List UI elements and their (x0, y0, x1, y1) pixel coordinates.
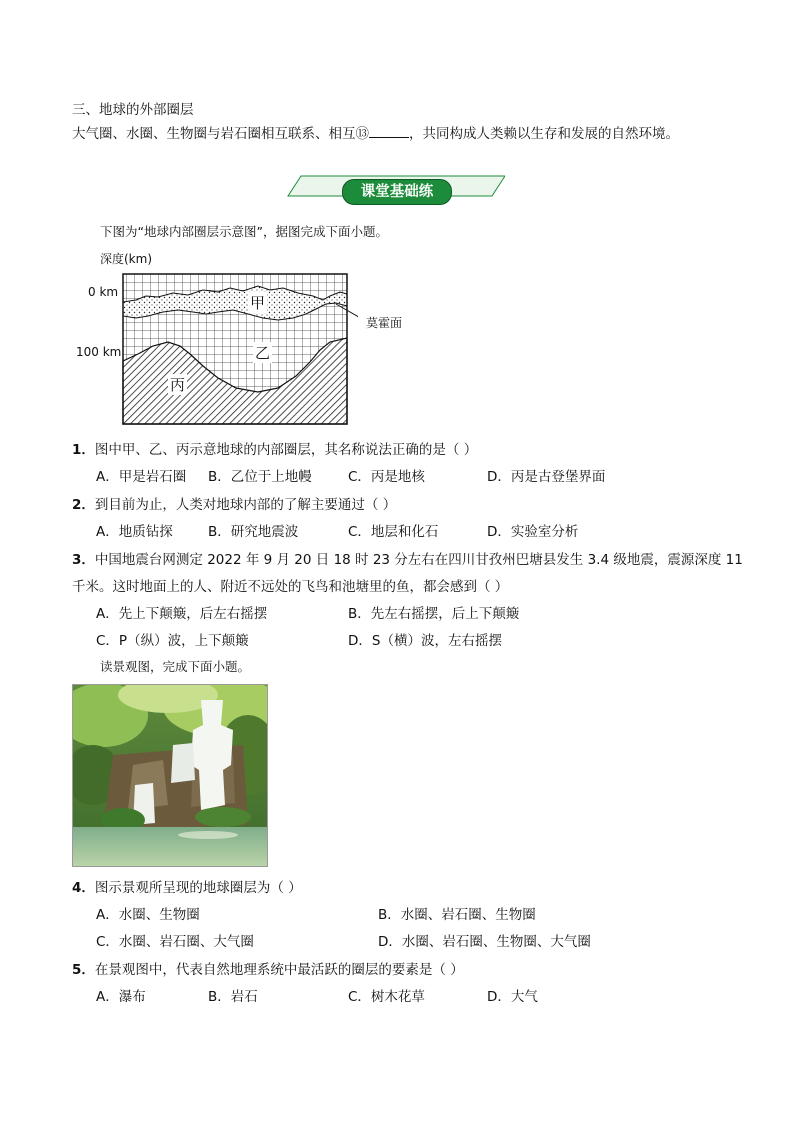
section-heading: 三、地球的外部圈层 (72, 102, 194, 118)
tick-100km: 100 km (76, 345, 122, 359)
q5-option-d[interactable]: D．大气 (487, 989, 538, 1005)
q5-option-b[interactable]: B．岩石 (208, 989, 258, 1005)
label-yi: 乙 (255, 344, 271, 362)
y-axis-title: 深度(km) (100, 252, 153, 266)
question-5-stem: 5．在景观图中，代表自然地理系统中最活跃的圈层的要素是（ ） (72, 962, 464, 978)
q1-option-d[interactable]: D．丙是古登堡界面 (487, 469, 606, 485)
q1-option-c[interactable]: C．丙是地核 (348, 469, 425, 485)
q1-option-b[interactable]: B．乙位于上地幔 (208, 469, 312, 485)
question-1-stem: 1．图中甲、乙、丙示意地球的内部圈层，其名称说法正确的是（ ） (72, 442, 478, 458)
label-bing: 丙 (170, 376, 186, 394)
tick-0km: 0 km (88, 285, 119, 299)
intro-text-2: 读景观图，完成下面小题。 (100, 659, 251, 674)
q3-option-d[interactable]: D．S（横）波，左右摇摆 (348, 633, 502, 649)
question-4-stem: 4．图示景观所呈现的地球圈层为（ ） (72, 880, 302, 896)
intro-text-1: 下图为“地球内部圈层示意图”，据图完成下面小题。 (100, 224, 388, 239)
q4-option-b[interactable]: B．水圈、岩石圈、生物圈 (378, 907, 536, 923)
section-text-before: 大气圈、水圈、生物圈与岩石圈相互联系、相互⑬ (72, 126, 369, 142)
banner-label: 课堂基础练 (342, 179, 452, 205)
question-2-stem: 2．到目前为止，人类对地球内部的了解主要通过（ ） (72, 497, 397, 513)
section-text (72, 122, 679, 142)
question-3-stem-line1: 3．中国地震台网测定 2022 年 9 月 20 日 18 时 23 分左右在四川甘孜州巴塘县发生 3.4 级地震，震源深度 11 (72, 552, 743, 568)
q2-option-d[interactable]: D．实验室分析 (487, 524, 579, 540)
waterfall-landscape-photo (72, 684, 268, 867)
q2-option-a[interactable]: A．地质钻探 (96, 524, 173, 540)
q5-option-a[interactable]: A．瀑布 (96, 989, 146, 1005)
section-banner (287, 172, 505, 206)
q3-option-c[interactable]: C．P（纵）波，上下颠簸 (96, 633, 249, 649)
q1-option-a[interactable]: A．甲是岩石圈 (96, 469, 187, 485)
answer-blank[interactable] (369, 123, 409, 138)
q4-option-c[interactable]: C．水圈、岩石圈、大气圈 (96, 934, 254, 950)
q3-option-b[interactable]: B．先左右摇摆，后上下颠簸 (348, 606, 520, 622)
q2-option-b[interactable]: B．研究地震波 (208, 524, 299, 540)
question-3-stem-line2: 千米。这时地面上的人、附近不远处的飞鸟和池塘里的鱼，都会感到（ ） (72, 579, 509, 595)
moho-label: 莫霍面 (366, 316, 403, 330)
q5-option-c[interactable]: C．树木花草 (348, 989, 425, 1005)
q3-option-a[interactable]: A．先上下颠簸，后左右摇摆 (96, 606, 268, 622)
earth-layers-diagram (118, 266, 358, 428)
label-jia: 甲 (250, 294, 266, 312)
section-text-after: ，共同构成人类赖以生存和发展的自然环境。 (409, 126, 679, 142)
q2-option-c[interactable]: C．地层和化石 (348, 524, 439, 540)
q4-option-a[interactable]: A．水圈、生物圈 (96, 907, 200, 923)
q4-option-d[interactable]: D．水圈、岩石圈、生物圈、大气圈 (378, 934, 591, 950)
